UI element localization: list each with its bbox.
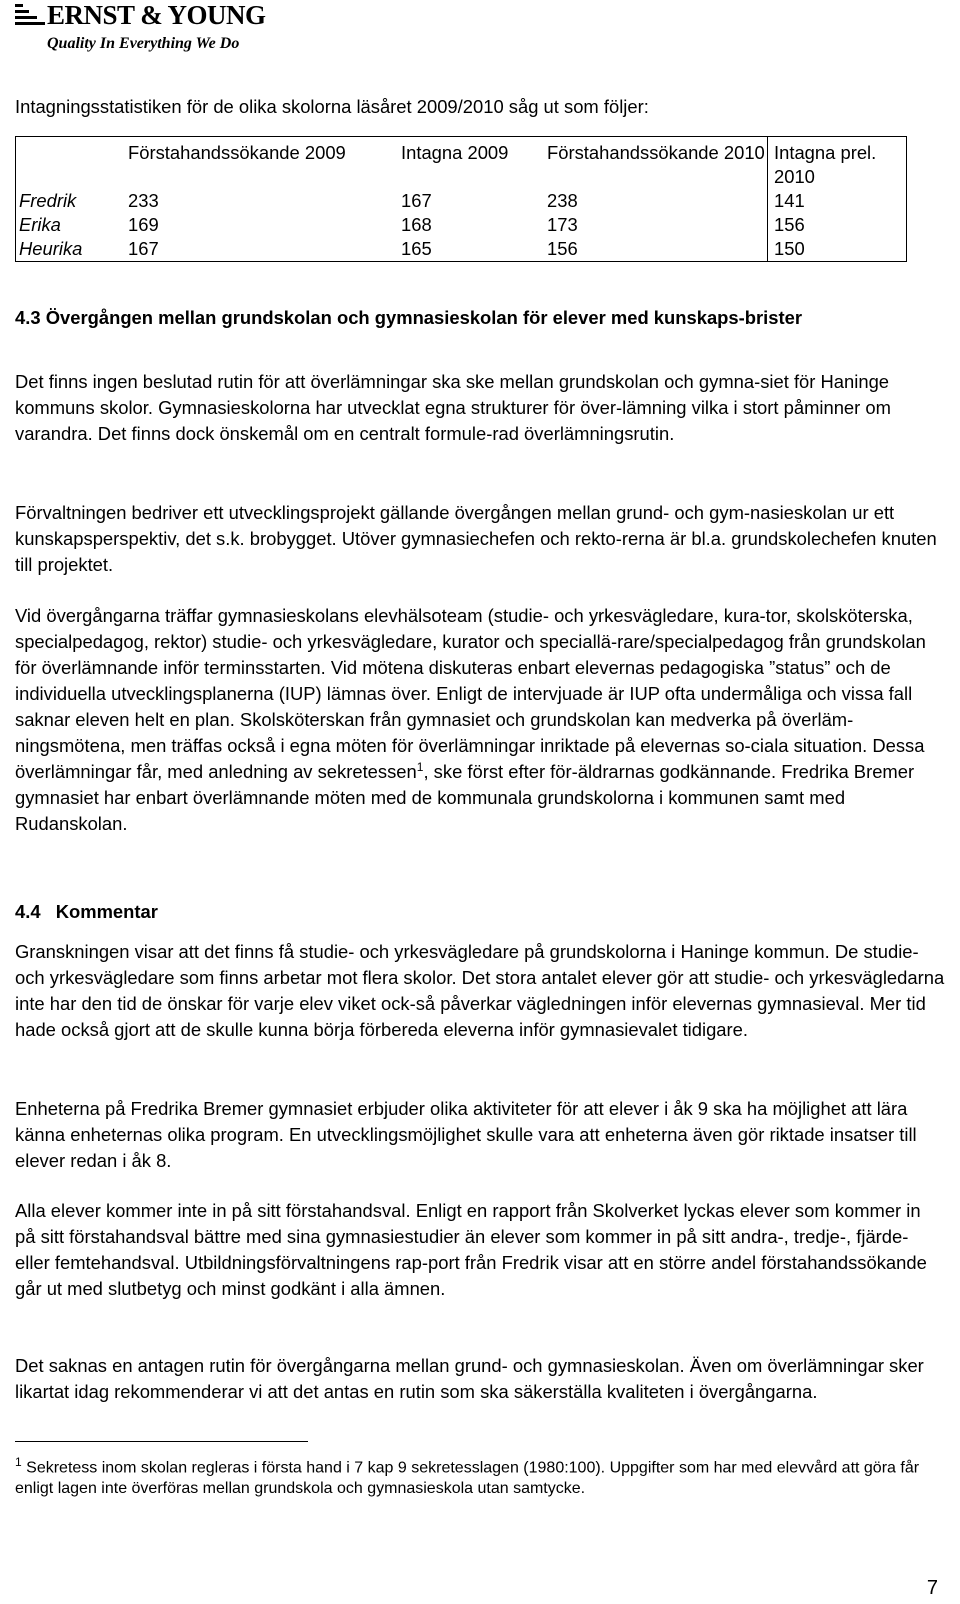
paragraph: Det saknas en antagen rutin för övergångarna mellan grund- och gymnasieskolan. Även om överlämningar sker likartat idag rekommenderar vi att det antas en rutin som ska säkerställa kvaliteten i övergångarna. bbox=[15, 1355, 924, 1402]
table-cell: 141 bbox=[768, 189, 907, 213]
table-cell: 168 bbox=[401, 214, 432, 235]
section-heading-4-4 bbox=[15, 899, 945, 925]
table-cell: 167 bbox=[128, 238, 159, 259]
paragraph-text: Vid övergångarna träffar gymnasieskolans elevhälsoteam (studie- och yrkesvägledare, kura-tor, skolsköterska, specialpedagog, rektor) studie- och yrkesvägledare, kurator och speciallä-rare/specialpedagog från grundskolan för överlämnande inför terminsstarten. Vid mötena diskuteras enbart elevernas pedagogiska ”status” och de individuella utvecklingsplanerna (IUP) lämnas över. Enligt de intervjuade är IUP ofta undermåliga och vissa fall saknar eleven helt en plan. Skolsköterskan från gymnasiet och grundskolan kan medverka på överläm-ningsmötena, men träffas också i egna möten för överlämningar inriktade på elevernas so-ciala situation. Dessa överlämningar får, med anledning av sekretessen bbox=[15, 605, 926, 782]
logo-name: ERNST & YOUNG bbox=[47, 0, 266, 30]
paragraph: Alla elever kommer inte in på sitt förstahandsval. Enligt en rapport från Skolverket lyckas elever som kommer in på sitt förstahandsval bättre med sina gymnasiestudier än elever som kommer in på sitt andra-, tredje-, fjärde- eller femtehandsval. Utbildningsförvaltningens rap-port från Fredrik visar att en större andel förstahandssökande går ut med slutbetyg och minst godkänt i alla ämnen. bbox=[15, 1200, 927, 1299]
table-row bbox=[16, 237, 907, 262]
table-cell: 165 bbox=[401, 238, 432, 259]
paragraph: Det finns ingen beslutad rutin för att överlämningar ska ske mellan grundskolan och gymna-siet för Haninge kommuns skolor. Gymnasieskolorna har utvecklat egna strukturer för över-lämning vilka i stort påminner om varandra. Det finns dock önskemål om en centralt formule-rad överlämningsrutin. bbox=[15, 371, 891, 444]
table-header-cell: Intagna 2009 bbox=[401, 142, 509, 163]
section-heading-4-3 bbox=[15, 305, 945, 331]
paragraph-text-tail: , ske först efter för-äldrarnas godkännande. Fredrika Bremer gymnasiet har enbart överlämnande möten med de kommunala grundskolorna i kommunen samt med Rudanskolan. bbox=[15, 761, 915, 834]
admission-stats-table bbox=[15, 136, 907, 262]
table-cell: 150 bbox=[768, 237, 907, 262]
paragraph: Enheterna på Fredrika Bremer gymnasiet erbjuder olika aktiviteter för att elever i åk 9 ska ha möjlighet att lära känna enheternas olika program. En utvecklingsmöjlighet skulle vara att enheterna även gör riktade insatser till elever redan i åk 8. bbox=[15, 1098, 917, 1171]
school-name-cell: Erika bbox=[19, 214, 61, 235]
table-cell: 169 bbox=[128, 214, 159, 235]
footnote-divider bbox=[15, 1441, 308, 1442]
table-cell: 156 bbox=[768, 213, 907, 237]
paragraph: Granskningen visar att det finns få studie- och yrkesvägledare på grundskolorna i Haninge kommun. De studie- och yrkesvägledare som finns arbetar mot flera skolor. Det stora antalet elever gör att studie- och yrkesvägledarna inte har den tid de önskar för varje elev viket ock-så påverkar vägledningen inför elevernas gymnasieval. Mer tid hade också gjort att de skulle kunna börja förbereda eleverna inför gymnasievalet tidigare. bbox=[15, 941, 945, 1040]
table-header-cell bbox=[16, 137, 126, 190]
table-cell: 238 bbox=[547, 190, 578, 211]
footnote-ref[interactable]: 1 bbox=[416, 759, 424, 774]
school-name-cell: Heurika bbox=[19, 238, 83, 259]
page-number: 7 bbox=[926, 1577, 938, 1599]
paragraph: Förvaltningen bedriver ett utvecklingsprojekt gällande övergången mellan grund- och gym-nasieskolan ur ett kunskapsperspektiv, det s.k. brobygget. Utöver gymnasiechefen och rekto-rerna är bl.a. grundskolechefen knuten till projektet. bbox=[15, 502, 937, 575]
logo-bars-icon bbox=[15, 4, 45, 26]
table-cell: 156 bbox=[547, 238, 578, 259]
section-number: 4.3 bbox=[15, 307, 41, 328]
footnote-text: Sekretess inom skolan regleras i första hand i 7 kap 9 sekretesslagen (1980:100). Uppgifter som har med elevvård att göra får enligt lagen inte överföras mellan grundskola och gymnasieskola utan samtycke. bbox=[15, 1459, 920, 1498]
table-cell: 233 bbox=[128, 190, 159, 211]
intro-text: Intagningsstatistiken för de olika skolorna läsåret 2009/2010 såg ut som följer: bbox=[15, 96, 649, 117]
section-title: Övergången mellan grundskolan och gymnasieskolan för elever med kunskaps-brister bbox=[45, 307, 803, 328]
table-header-cell: Intagna prel. 2010 bbox=[768, 137, 907, 190]
school-name-cell: Fredrik bbox=[19, 190, 77, 211]
table-cell: 167 bbox=[401, 190, 432, 211]
logo-tagline: Quality In Everything We Do bbox=[47, 35, 240, 52]
ernst-young-logo bbox=[15, 2, 275, 54]
table-header-row bbox=[16, 137, 907, 190]
table-header-cell: Förstahandssökande 2009 bbox=[128, 142, 346, 163]
section-number: 4.4 bbox=[15, 901, 41, 922]
table-row bbox=[16, 213, 907, 237]
footnote bbox=[15, 1452, 945, 1499]
table-row bbox=[16, 189, 907, 213]
table-header-cell: Förstahandssökande 2010 bbox=[547, 142, 765, 163]
paragraph bbox=[15, 603, 945, 837]
section-title: Kommentar bbox=[55, 901, 158, 922]
footnote-number: 1 bbox=[15, 1455, 22, 1469]
table-cell: 173 bbox=[547, 214, 578, 235]
